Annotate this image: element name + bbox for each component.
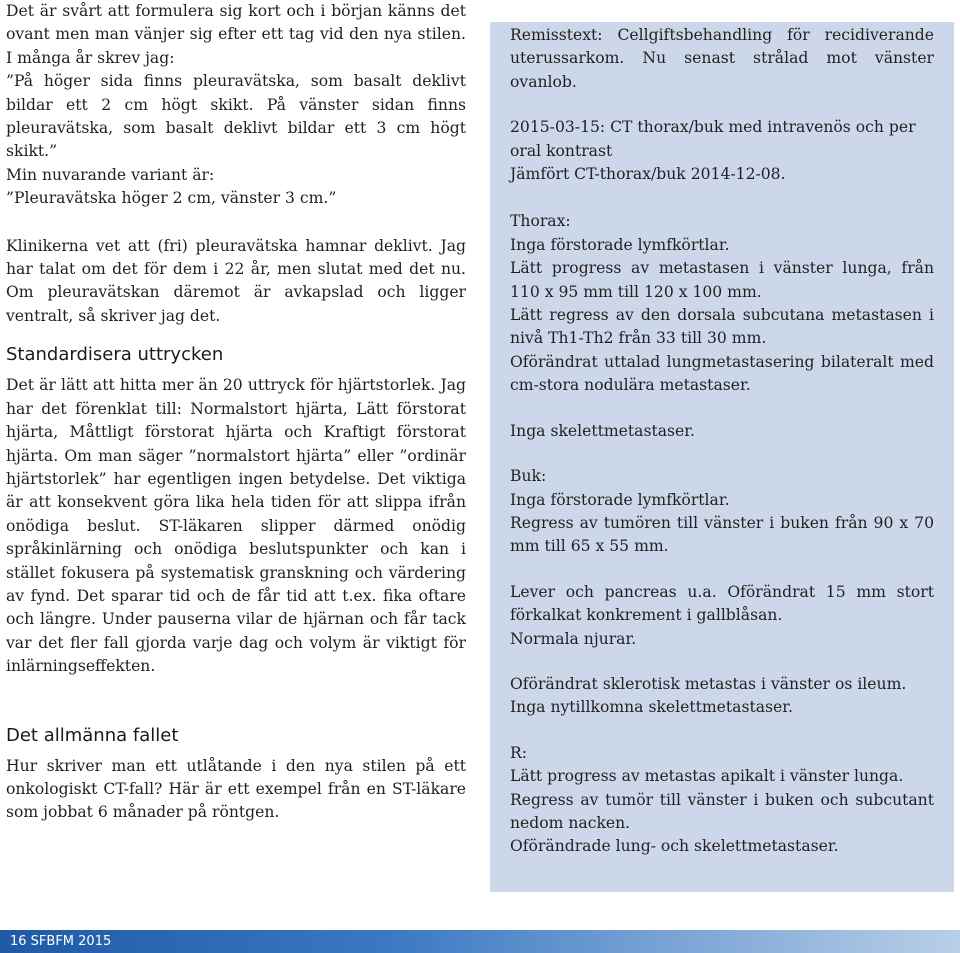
example-report-box (490, 22, 954, 892)
heading-standardize: Standardisera uttrycken (6, 344, 224, 366)
paragraph-intro: Det är svårt att formulera sig kort och i början känns det ovant men man vänjer sig efter ett tag vid den nya stilen. I många år skrev jag: (6, 2, 466, 67)
report-thorax-4: Oförändrat uttalad lungmetastasering bilateralt med cm-stora nodulära metastaser. (510, 352, 934, 395)
report-buk-1: Inga förstorade lymfkörtlar. (510, 490, 730, 509)
quote-old-style: ”På höger sida finns pleuravätska, som basalt deklivt bildar ett 2 cm högt skikt. På vänster sidan finns pleuravätska, som basalt deklivt bildar ett 3 cm högt skikt.” (6, 72, 466, 161)
heading-general-case: Det allmänna fallet (6, 724, 179, 746)
report-lever-2: Normala njurar. (510, 629, 637, 648)
report-sklerotisk-2: Inga nytillkomna skelettmetastaser. (510, 698, 793, 717)
report-thorax-heading: Thorax: (510, 212, 571, 231)
paragraph-clinicians: Klinikerna vet att (fri) pleuravätska hamnar deklivt. Jag har talat om det för dem i 22 år, men slutat med det nu. Om pleuravätskan däremot är avkapslad och ligger ventralt, så skriver jag det. (6, 236, 466, 325)
quote-new-style: ”Pleuravätska höger 2 cm, vänster 3 cm.” (6, 189, 337, 208)
footer-page-label: 16 SFBFM 2015 (10, 934, 112, 949)
report-buk-heading: Buk: (510, 467, 547, 486)
page-footer (0, 930, 960, 953)
paragraph-heart-size: Det är lätt att hitta mer än 20 uttryck för hjärtstorlek. Jag har det förenklat till: Normalstort hjärta, Lätt förstorat hjärta, Måttligt förstorat hjärta och Kraftigt förstorat hjärta. Om man säger ”normalstort hjärta” eller ”ordinär hjärtstorlek” har egentligen ingen betydelse. Det viktiga är att konsekvent göra lika hela tiden för att slippa ifrån onödiga beslut. ST-läkaren slipper därmed onödig språkinlärning och onödiga beslutspunkter och kan i stället fokusera på systematisk granskning och värdering av fynd. Det sparar tid och de får tid att t.ex. fika oftare och längre. Under pauserna vilar de hjärnan och får tack var det fler fall gjorda varje dag och volym är viktigt för inlärningseffekten. (6, 376, 466, 676)
report-r-1: Lätt progress av metastas apikalt i vänster lunga. (510, 767, 904, 786)
paragraph-current-variant: Min nuvarande variant är: (6, 165, 215, 184)
report-skeleton: Inga skelettmetastaser. (510, 421, 695, 440)
report-thorax-1: Inga förstorade lymfkörtlar. (510, 235, 730, 254)
report-r-heading: R: (510, 743, 527, 762)
report-remiss: Remisstext: Cellgiftsbehandling för recidiverande uterussarkom. Nu senast strålad mot vänster ovanlob. (510, 26, 934, 91)
report-lever-1: Lever och pancreas u.a. Oförändrat 15 mm stort förkalkat konkrement i gallblåsan. (510, 582, 934, 625)
report-ct-line2: Jämfört CT-thorax/buk 2014-12-08. (510, 165, 786, 184)
report-r-3: Oförändrade lung- och skelettmetastaser. (510, 837, 839, 856)
left-column (6, 0, 466, 825)
report-ct-line1: 2015-03-15: CT thorax/buk med intravenös och per oral kontrast (510, 118, 916, 160)
paragraph-oncology: Hur skriver man ett utlåtande i den nya stilen på ett onkologiskt CT-fall? Här är ett exempel från en ST-läkare som jobbat 6 månader på röntgen. (6, 756, 466, 822)
report-r-2: Regress av tumör till vänster i buken och subcutant nedom nacken. (510, 790, 934, 832)
report-thorax-2: Lätt progress av metastasen i vänster lunga, från 110 x 95 mm till 120 x 100 mm. (510, 259, 934, 301)
report-thorax-3: Lätt regress av den dorsala subcutana metastasen i nivå Th1-Th2 från 33 till 30 mm. (510, 306, 934, 348)
report-buk-2: Regress av tumören till vänster i buken från 90 x 70 mm till 65 x 55 mm. (510, 513, 934, 556)
report-sklerotisk-1: Oförändrat sklerotisk metastas i vänster os ileum. (510, 674, 907, 693)
